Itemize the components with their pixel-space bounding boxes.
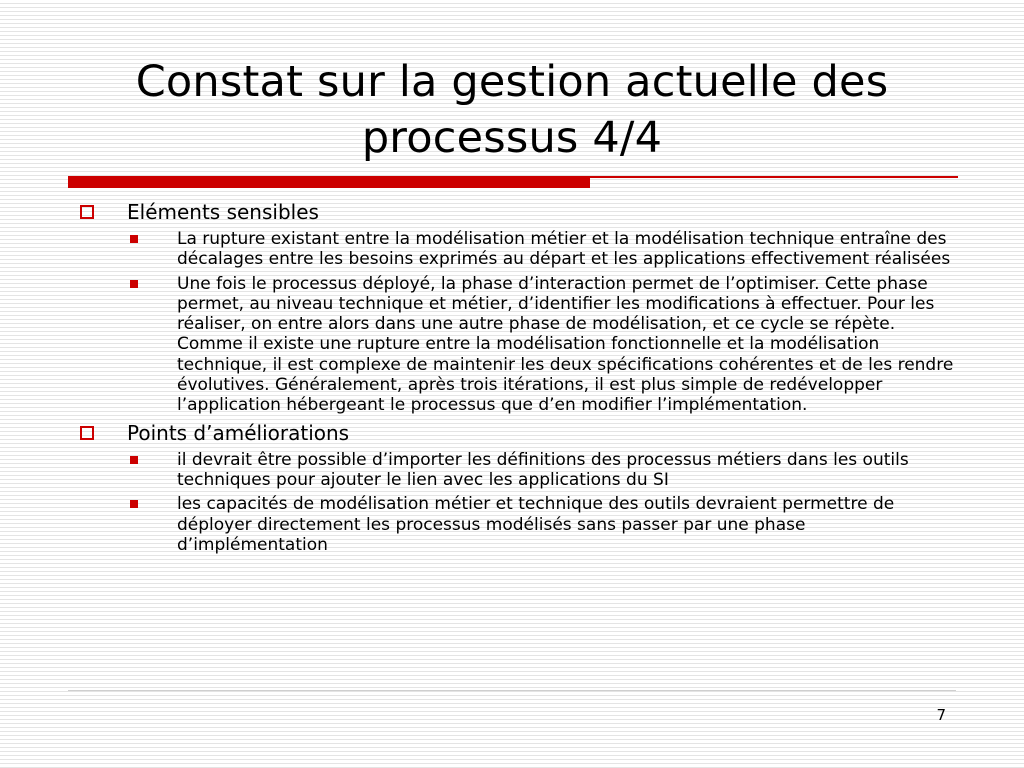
bullet-item: [76, 494, 956, 555]
title-underline-thick: [68, 176, 590, 188]
section-heading: [76, 199, 956, 225]
section-heading: [76, 420, 956, 446]
bullet-text: La rupture existant entre la modélisation métier et la modélisation technique entraîne des décalages entre les besoins exprimés au départ et les applications effectivement réalisées: [177, 229, 951, 270]
slide-body: [76, 199, 956, 558]
section-heading-text: Eléments sensibles: [127, 200, 319, 224]
bullet-item: [76, 229, 956, 270]
hollow-square-bullet-icon: [80, 426, 94, 440]
bullet-item: [76, 450, 956, 491]
filled-square-bullet-icon: [130, 280, 138, 288]
hollow-square-bullet-icon: [80, 205, 94, 219]
bullet-text: Une fois le processus déployé, la phase d’interaction permet de l’optimiser. Cette phase permet, au niveau technique et métier, d’identifier les modifications à effectuer. Pour les réaliser, on entre alors dans une autre phase de modélisation, et ce cycle se répète. Comme il existe une rupture entre la modélisation fonctionnelle et la modélisation technique, il est complexe de maintenir les deux spécifications cohérentes et de les rendre évolutives. Généralement, après trois itérations, il est plus simple de redévelopper l’application hébergeant le processus que d’en modifier l’implémentation.: [177, 273, 954, 416]
section-heading-text: Points d’améliorations: [127, 420, 350, 445]
footer-divider: [68, 690, 956, 691]
page-number: 7: [936, 706, 946, 724]
slide-title: [60, 54, 964, 166]
filled-square-bullet-icon: [130, 456, 138, 464]
filled-square-bullet-icon: [130, 235, 138, 243]
bullet-text: il devrait être possible d’importer les définitions des processus métiers dans les outils techniques pour ajouter le lien avec les applications du SI: [177, 449, 909, 490]
bullet-item: [76, 274, 956, 416]
bullet-text: les capacités de modélisation métier et technique des outils devraient permettre de déployer directement les processus modélisés sans passer par une phase d’implémentation: [177, 494, 895, 555]
title-line-2: processus 4/4: [361, 113, 663, 163]
filled-square-bullet-icon: [130, 500, 138, 508]
title-line-1: Constat sur la gestion actuelle des: [135, 57, 889, 107]
title-underline-thin: [590, 176, 958, 178]
